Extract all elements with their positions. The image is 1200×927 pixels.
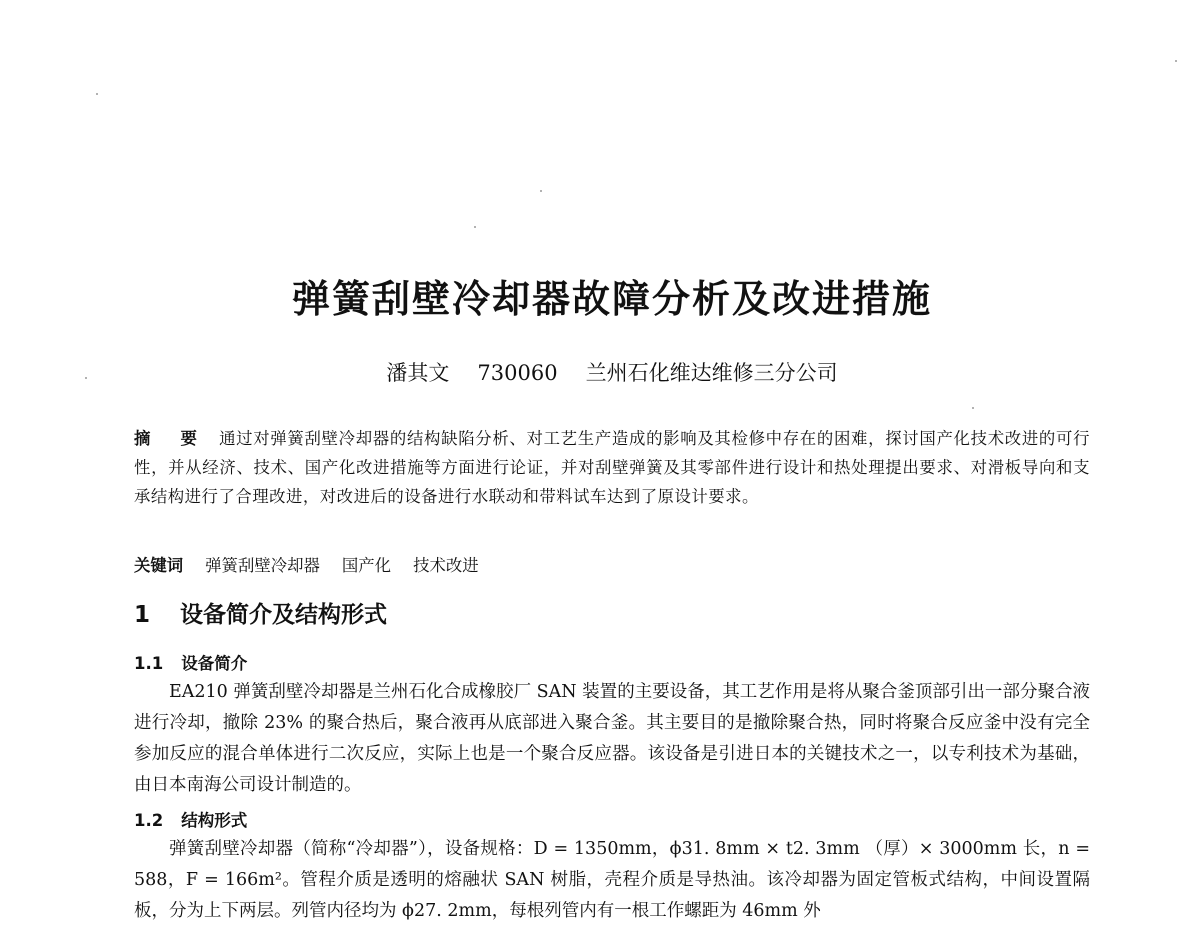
paper-title: 弹簧刮壁冷却器故障分析及改进措施 <box>291 277 932 321</box>
subsection-title: 结构形式 <box>181 811 248 830</box>
scan-speck <box>540 190 542 192</box>
keyword-item: 技术改进 <box>413 556 479 575</box>
scan-speck <box>972 407 974 409</box>
scan-speck <box>474 226 476 228</box>
body-paragraph: 弹簧刮壁冷却器（简称“冷却器”），设备规格：D = 1350mm，ϕ31. 8mm × t2. 3mm （厚）× 3000mm 长，n = 588，F = 166m²。管程介质是透明的熔融状 SAN 树脂，壳程介质是导热油。该冷却器为固定管板式结构，中间设置隔板，分为上下两层。列管内径均为 ϕ27. 2mm，每根列管内有一根工作螺距为 46mm 外 <box>134 839 1090 921</box>
body-paragraph: EA210 弹簧刮壁冷却器是兰州石化合成橡胶厂 SAN 装置的主要设备，其工艺作用是将从聚合釜顶部引出一部分聚合液进行冷却，撤除 23% 的聚合热后，聚合液再从底部进入聚合釜。其主要目的是撤除聚合热，同时将聚合反应釜中没有完全参加反应的混合单体进行二次反应，实际上也是一个聚合反应器。该设备是引进日本的关键技术之一，以专利技术为基础，由日本南海公司设计制造的。 <box>134 682 1090 795</box>
section-number: 1 <box>134 602 151 628</box>
postcode: 730060 <box>477 361 558 385</box>
keywords-label: 关键词 <box>134 556 184 575</box>
byline <box>0 357 1200 387</box>
subsection-number: 1.1 <box>134 654 164 673</box>
affiliation: 兰州石化维达维修三分公司 <box>585 361 838 385</box>
subsection-heading <box>134 807 247 831</box>
scan-speck <box>1175 60 1177 62</box>
author-name: 潘其文 <box>386 361 450 385</box>
abstract-label: 摘 要 <box>134 429 210 448</box>
subsection-title: 设备简介 <box>181 654 248 673</box>
abstract-text: 通过对弹簧刮壁冷却器的结构缺陷分析、对工艺生产造成的影响及其检修中存在的困难，探讨国产化技术改进的可行性，并从经济、技术、国产化改进措施等方面进行论证，并对刮壁弹簧及其零部件进行设计和热处理提出要求、对滑板导向和支承结构进行了合理改进，对改进后的设备进行水联动和带料试车达到了原设计要求。 <box>134 429 1090 506</box>
section-title: 设备简介及结构形式 <box>180 602 388 628</box>
keyword-item: 弹簧刮壁冷却器 <box>205 556 320 575</box>
abstract <box>134 424 1090 511</box>
keywords <box>134 551 1090 580</box>
keyword-item: 国产化 <box>341 556 392 575</box>
subsection-number: 1.2 <box>134 811 164 830</box>
subsection-heading <box>134 650 247 674</box>
scan-speck <box>96 93 98 95</box>
section-heading <box>134 596 387 629</box>
